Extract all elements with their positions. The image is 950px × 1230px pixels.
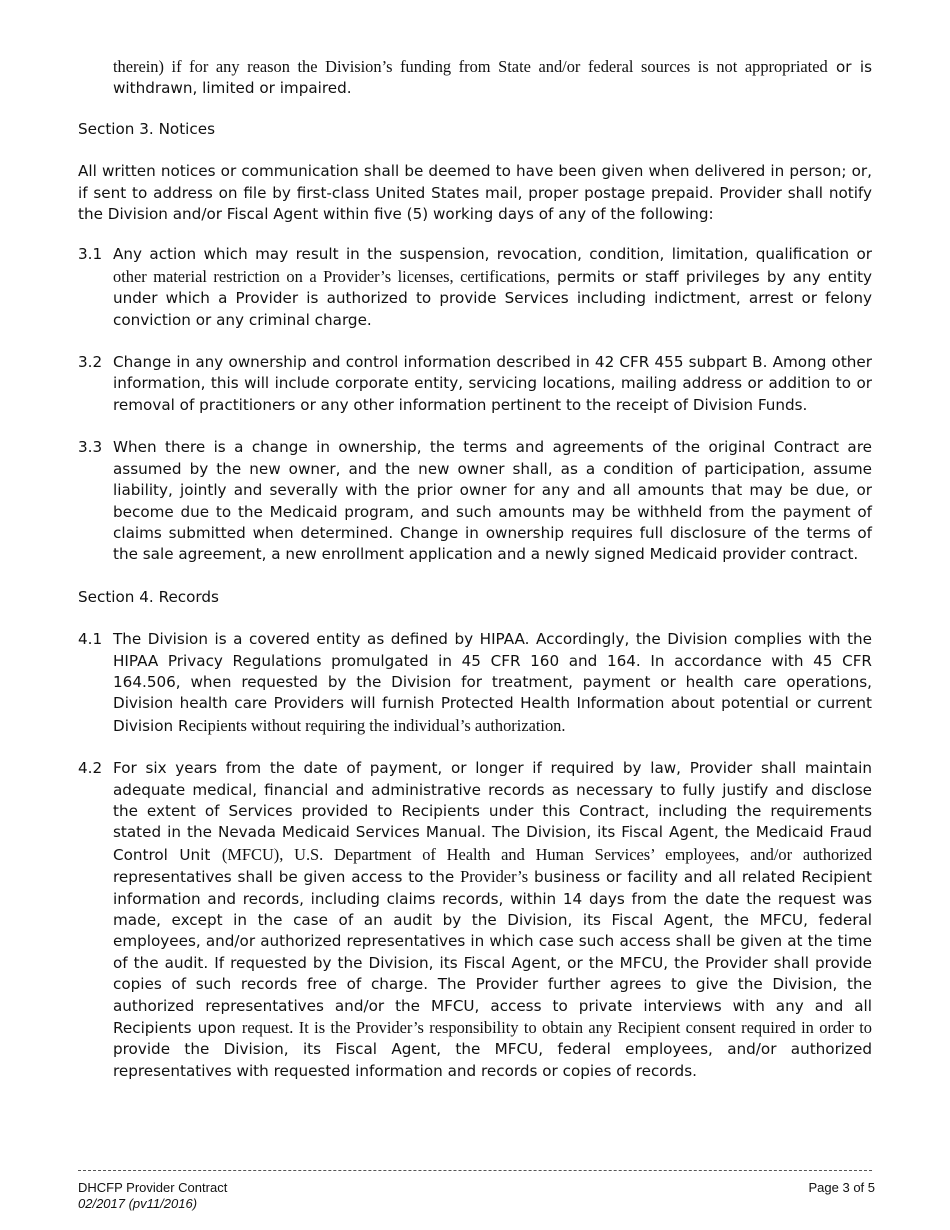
clause-text-serif-part: ecipients without requiring the individual’s authorization. [188, 715, 566, 735]
clause-number: 4.1 [78, 630, 103, 649]
clause-text-serif-part: Provider’s [460, 867, 529, 887]
footer-revision-date: 02/2017 (pv11/2016) [78, 1196, 198, 1211]
continuation-serif-text: therein) if for any reason the Division’s funding from State and/or federal sources is not appropriated [113, 57, 828, 76]
clause-text: When there is a change in ownership, the terms and agreements of the original Contract are assumed by the new owner, and the new owner shall, as a condition of participation, assume liability, jointly and severally with the prior owner for any and all amounts that may be due, or become due to the Medicaid program, and such amounts may be withheld from the payment of claims submitted when determined. Change in ownership requires full disclosure of the terms of the sale agreement, a new enrollment application and a newly signed Medicaid provider contract. [113, 438, 872, 564]
clause-text-part: provide the Division, its Fiscal Agent, the MFCU, federal employees, and/or authorized representatives with requested information and records or copies of records. [113, 1040, 872, 1080]
clause-number: 3.3 [78, 438, 103, 457]
clause-text-part: permits or staff privileges by any entity under which a Provider is authorized to provide Services including indictment, arrest or felony conviction or any criminal charge. [113, 267, 873, 329]
clause-text: Change in any ownership and control information described in 42 CFR 455 subpart B. Among other information, this will include corporate entity, servicing locations, mailing address or addition to or removal of practitioners or any other information pertinent to the receipt of Division Funds. [113, 353, 872, 414]
clause-text [113, 629, 872, 737]
footer-page-number: Page 3 of 5 [808, 1180, 875, 1195]
document-body [78, 56, 872, 1103]
clause-number: 4.2 [78, 759, 103, 778]
clause-text-part: Any action which may result in the suspension, revocation, condition, limitation, qualification or [113, 245, 872, 264]
clause-text-part: For six years from the date of payment, or longer if required by law, Provider shall maintain adequate medical, financial and administrative records as necessary to fully justify and disclose the extent of Services provided to Recipients under this Contract, including the requirements stated in the Nevada Medicaid Services Manual. The Division, its Fiscal Agent, the Medicaid Fraud Control Unit [113, 759, 872, 864]
clause-3-2 [78, 352, 872, 416]
clause-text [113, 244, 872, 331]
section-4-heading: Section 4. Records [78, 587, 219, 606]
clause-3-1 [78, 244, 872, 331]
clause-text-serif-part: other material restriction on a Provider’s licenses, certifications, [113, 266, 550, 286]
section-3-intro: All written notices or communication shall be deemed to have been given when delivered in person; or, if sent to address on file by first-class United States mail, proper postage prepaid. Provider shall notify the Division and/or Fiscal Agent within five (5) working days of any of the following: [78, 162, 872, 224]
clause-text-part: The Division is a covered entity as defined by HIPAA. Accordingly, the Division complies with the HIPAA Privacy Regulations promulgated in 45 CFR 160 and 164. In accordance with 45 CFR 164.506, when requested by the Division for treatment, payment or health care operations, Division health care Providers will furnish Protected Health Information about potential or current Division R [113, 630, 872, 735]
clause-text-part: representatives shall be given access to the [113, 868, 461, 887]
continuation-sans-text: or is withdrawn, limited or impaired. [113, 58, 873, 98]
clause-text [113, 758, 872, 1082]
clause-number: 3.1 [78, 245, 103, 264]
clause-text-serif-part: (MFCU), U.S. Department of Health and Human Services’ employees, and/or authorized [221, 844, 872, 864]
clause-text-part: business or facility and all related Recipient information and records, including claims records, within 14 days from the date the request was made, except in the case of an audit by the Division, its Fiscal Agent, the MFCU, federal employees, and/or authorized representatives in which case such access shall be given at the time of the audit. If requested by the Division, its Fiscal Agent, or the MFCU, the Provider shall provide copies of such records free of charge. The Provider further agrees to give the Division, the authorized representatives and/or the MFCU, access to private interviews with any and all Recipients upon [113, 868, 872, 1038]
footer-document-title: DHCFP Provider Contract [78, 1180, 228, 1195]
clause-4-2 [78, 758, 872, 1082]
clause-text-serif-part: request. It is the Provider’s responsibility to obtain any Recipient consent required in order to [241, 1018, 872, 1038]
clause-number: 3.2 [78, 353, 103, 372]
footer-divider [78, 1170, 872, 1171]
continuation-paragraph [78, 56, 872, 100]
clause-4-1 [78, 629, 872, 737]
clause-3-3 [78, 437, 872, 565]
section-3-heading: Section 3. Notices [78, 119, 216, 138]
